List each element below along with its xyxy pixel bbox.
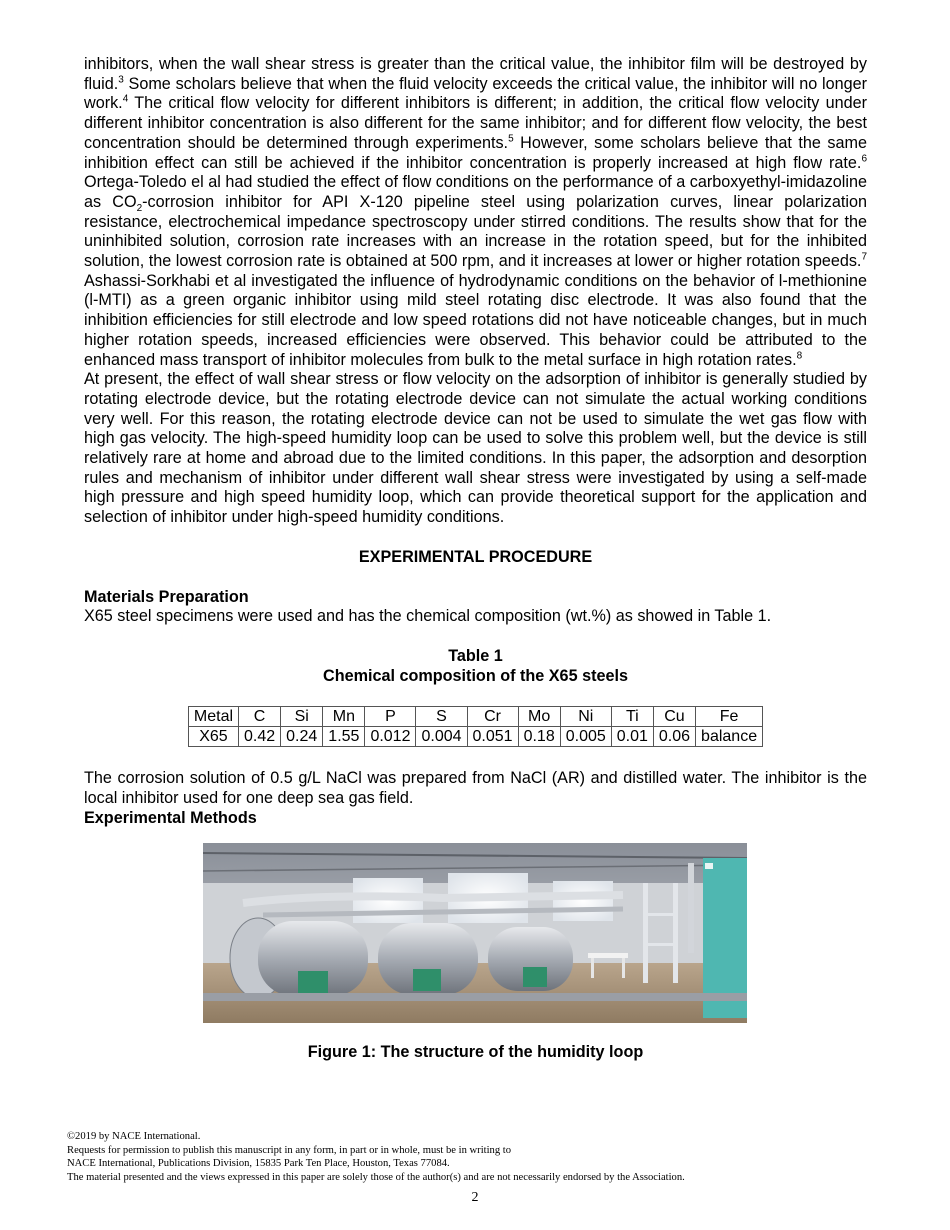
text-run: Ashassi-Sorkhabi et al investigated the influence of hydrodynamic conditions on the behavior of l-methionine (l-MTI) as a green organic inhibitor using mild steel rotating disc electrode. It was also found that the inhibition efficiencies for still electrode and low speed rotations did not have noticeable changes, but in much higher rotation speeds, increased efficiencies were observed. This behavior could be attributed to the enhanced mass transport of inhibitor molecules from bulk to the metal surface in high rotation rates. [84, 271, 867, 369]
table-row [188, 727, 762, 747]
permission-line: Requests for permission to publish this manuscript in any form, in part or in whole, must be in writing to [67, 1144, 512, 1156]
humidity-loop-photo [203, 843, 747, 1023]
table-cell: 0.24 [281, 727, 323, 747]
table-header-cell: Metal [188, 707, 238, 727]
table-title: Chemical composition of the X65 steels [323, 666, 628, 685]
table-cell: 0.06 [653, 727, 695, 747]
table-cell: balance [696, 727, 763, 747]
table-header-cell: Ni [560, 707, 611, 727]
table-header-cell: C [239, 707, 281, 727]
subscript-2: 2 [136, 203, 143, 215]
table-cell: 1.55 [323, 727, 365, 747]
paper-body [84, 55, 867, 829]
figure-caption: Figure 1: The structure of the humidity loop [307, 1043, 644, 1061]
table-header-cell: Cu [653, 707, 695, 727]
text-run: inhibitors, when the wall shear stress is greater than the critical value, the inhibitor film will be destroyed by fluid. [84, 55, 867, 93]
citation-5: 5 [508, 133, 514, 145]
intro-paragraph-2: At present, the effect of wall shear stress or flow velocity on the adsorption of inhibitor is generally studied by rotating electrode device, but the rotating electrode device can not simulate the actual working conditions very well. For this reason, the rotating electrode device can not be used to simulate the wet gas flow with high gas velocity. The high-speed humidity loop can be used to solve this problem well, but the device is still relatively rare at home and abroad due to the limited conditions. In this paper, the adsorption and desorption rules and mechanism of inhibitor under different wall shear stress were investigated by using a self-made high pressure and high speed humidity loop, which can provide theoretical support for the application and selection of inhibitor under high-speed humidity conditions. [84, 370, 867, 527]
text-run: -corrosion inhibitor for API X-120 pipeline steel using polarization curves, linear polarization resistance, electrochemical impedance spectroscopy under stirred conditions. The results show that for the uninhibited solution, corrosion rate increases with an increase in the rotation speed, but for the inhibited solution, the lowest corrosion rate is obtained at 500 rpm, and it increases at lower or higher rotation speeds. [84, 192, 867, 271]
table-header-cell: S [416, 707, 467, 727]
table-cell: 0.051 [467, 727, 518, 747]
table-cell: 0.004 [416, 727, 467, 747]
table-header-cell: Fe [696, 707, 763, 727]
table-header-cell: Cr [467, 707, 518, 727]
address-line: NACE International, Publications Division, 15835 Park Ten Place, Houston, Texas 77084. [67, 1158, 450, 1170]
citation-6: 6 [861, 153, 867, 165]
table-cell: X65 [188, 727, 238, 747]
methods-subheading: Experimental Methods [84, 808, 257, 827]
table-caption [84, 647, 867, 686]
citation-7: 7 [861, 251, 867, 263]
citation-4: 4 [122, 94, 129, 106]
table-header-cell: Mo [518, 707, 560, 727]
table-header-cell: P [365, 707, 416, 727]
text-run: Ortega-Toledo el al had studied the effect of flow conditions on the performance of a carboxyethyl-imidazoline as CO [84, 173, 867, 211]
materials-paragraph: X65 steel specimens were used and has the chemical composition (wt.%) as showed in Table 1. [84, 607, 772, 626]
composition-table [188, 706, 763, 747]
table-cell: 0.012 [365, 727, 416, 747]
text-run: The critical flow velocity for different inhibitors is different; in addition, the critical flow velocity under different inhibitor concentration is also different for the same inhibitor; and for different flow velocity, the best concentration should be determined through experiments. [84, 94, 867, 152]
materials-subheading: Materials Preparation [84, 587, 249, 606]
table-header-cell: Si [281, 707, 323, 727]
text-run: However, some scholars believe that the same inhibition effect can still be achieved if the inhibitor concentration is properly increased at high flow rate. [84, 133, 867, 172]
table-cell: 0.005 [560, 727, 611, 747]
page-number: 2 [471, 1190, 479, 1205]
disclaimer-line: The material presented and the views expressed in this paper are solely those of the author(s) and are not necessarily endorsed by the Association. [67, 1171, 685, 1183]
footer [67, 1130, 685, 1184]
table-cell: 0.18 [518, 727, 560, 747]
solution-paragraph: The corrosion solution of 0.5 g/L NaCl was prepared from NaCl (AR) and distilled water. The inhibitor is the local inhibitor used for one deep sea gas field. [84, 769, 867, 808]
citation-3: 3 [118, 74, 124, 86]
table-cell: 0.42 [239, 727, 281, 747]
intro-paragraph-1 [84, 55, 867, 370]
table-header-row [188, 707, 762, 727]
photo-illustration [203, 843, 747, 1023]
section-heading: EXPERIMENTAL PROCEDURE [358, 547, 593, 566]
text-run: Some scholars believe that when the fluid velocity exceeds the critical value, the inhibitor will no longer work. [84, 74, 867, 113]
copyright-line: ©2019 by NACE International. [67, 1131, 201, 1142]
citation-8: 8 [796, 350, 803, 362]
table-header-cell: Ti [611, 707, 653, 727]
table-header-cell: Mn [323, 707, 365, 727]
table-label: Table 1 [448, 646, 503, 665]
table-cell: 0.01 [611, 727, 653, 747]
